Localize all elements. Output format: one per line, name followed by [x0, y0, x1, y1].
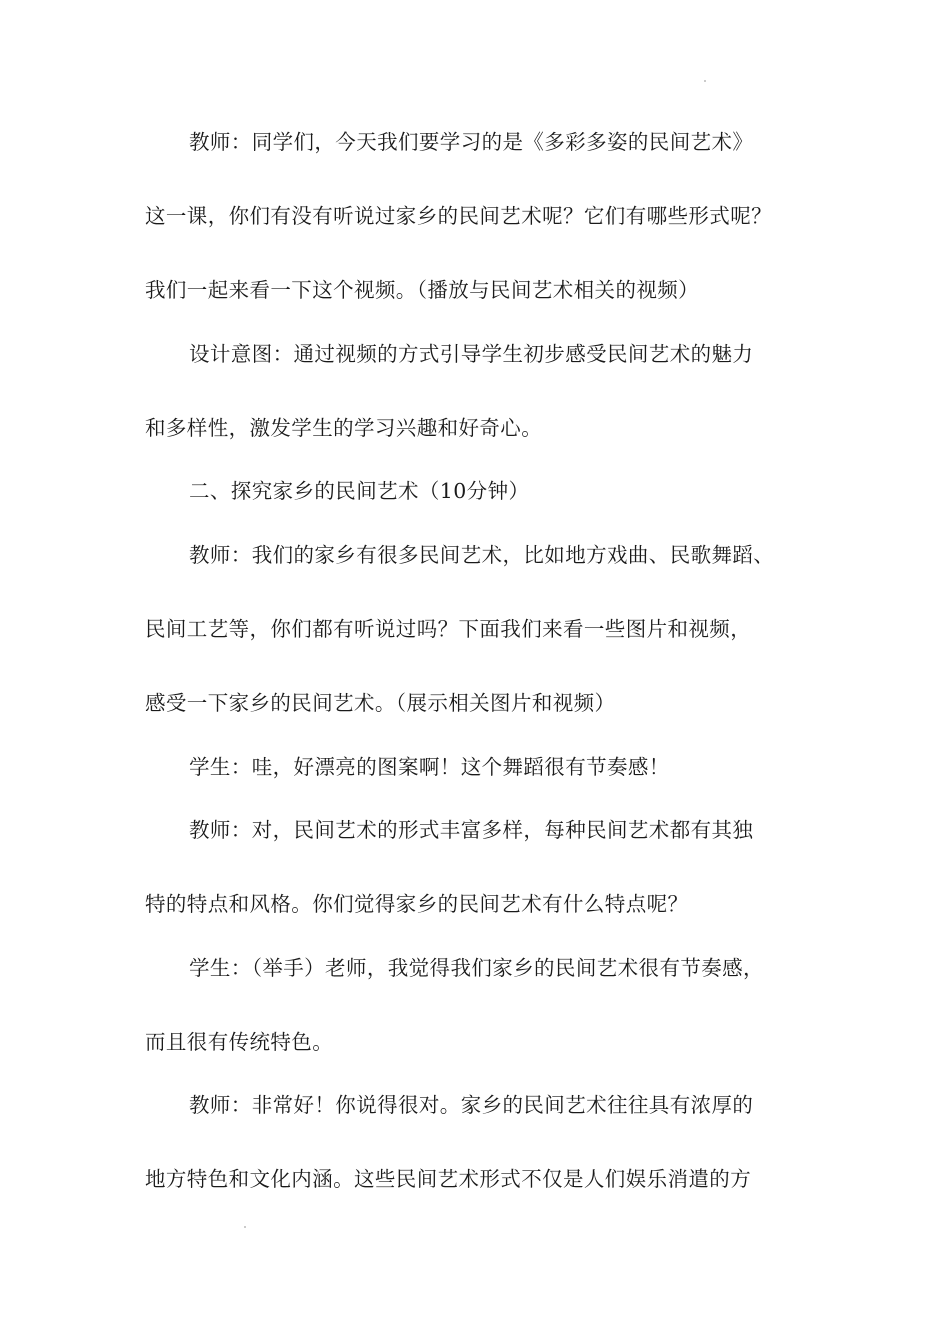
section-heading: 二、探究家乡的民间艺术（10分钟）: [189, 479, 530, 503]
paragraph-line: 和多样性，激发学生的学习兴趣和好奇心。: [145, 416, 543, 440]
scan-mark: [244, 1226, 246, 1228]
scan-mark: [704, 80, 706, 82]
paragraph-line: 教师：同学们，今天我们要学习的是《多彩多姿的民间艺术》: [189, 130, 754, 154]
paragraph-line: 感受一下家乡的民间艺术。（展示相关图片和视频）: [145, 691, 616, 715]
paragraph-line: 教师：对，民间艺术的形式丰富多样，每种民间艺术都有其独: [189, 818, 754, 842]
paragraph-line: 地方特色和文化内涵。这些民间艺术形式不仅是人们娱乐消遣的方: [145, 1167, 752, 1191]
paragraph-line: 特的特点和风格。你们觉得家乡的民间艺术有什么特点呢？: [145, 892, 689, 916]
paragraph-line: 民间工艺等，你们都有听说过吗？下面我们来看一些图片和视频，: [145, 617, 752, 641]
paragraph-line: 我们一起来看一下这个视频。（播放与民间艺术相关的视频）: [145, 278, 700, 302]
paragraph-line: 设计意图：通过视频的方式引导学生初步感受民间艺术的魅力: [189, 342, 754, 366]
paragraph-line: 教师：我们的家乡有很多民间艺术，比如地方戏曲、民歌舞蹈、: [189, 543, 775, 567]
paragraph-line: 而且很有传统特色。: [145, 1030, 334, 1054]
paragraph-line: 教师：非常好！你说得很对。家乡的民间艺术往往具有浓厚的: [189, 1093, 754, 1117]
paragraph-line: 学生：（举手）老师，我觉得我们家乡的民间艺术很有节奏感，: [189, 956, 764, 980]
paragraph-line: 学生：哇，好漂亮的图案啊！这个舞蹈很有节奏感！: [189, 755, 670, 779]
paragraph-line: 这一课，你们有没有听说过家乡的民间艺术呢？它们有哪些形式呢？: [145, 204, 772, 228]
